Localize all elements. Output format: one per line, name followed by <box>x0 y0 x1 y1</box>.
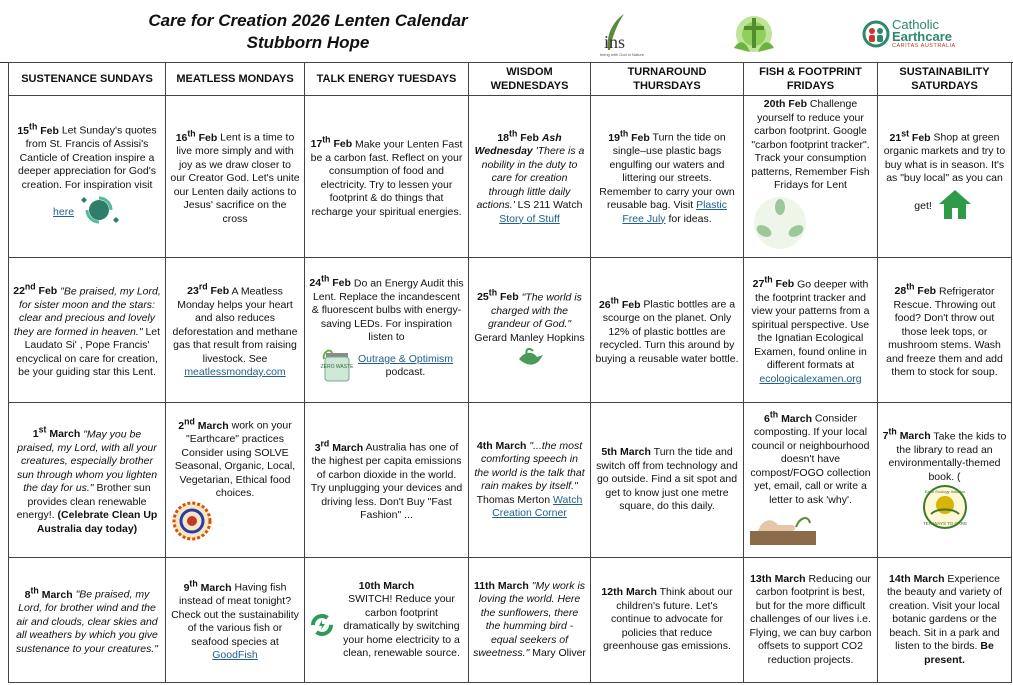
zero-waste-jar-icon <box>320 345 354 388</box>
ecologicalexamen-link[interactable]: ecologicalexamen.org <box>759 372 862 385</box>
cell-sun-1-march: 1st March "May you be praised, my Lord, with all your creatures, especially brother sun through whom you lighten the day for us." Brother sun provides clean renewable energy!. (Celebrate Clean Up Australia day today) <box>9 403 166 558</box>
outrage-optimism-link[interactable]: Outrage & Optimism <box>357 352 454 365</box>
cell-text: Experience the beauty and variety of creation. Visit your local botanic gardens or the beach. Sit in a park and listen to the birds. <box>887 572 1002 653</box>
cell-text: Let Laudato Si' , Pope Francis' encyclical on care for creation, be your guiding star this Lent. <box>16 325 161 378</box>
header-wednesday: WISDOM WEDNESDAYS <box>469 63 591 96</box>
ten-ways-to-care-badge <box>882 484 1007 535</box>
cell-sat-21-feb: 21st Feb Shop at green organic markets and try to buy what is in season. It's as "buy local" as you can get! <box>878 96 1012 258</box>
header-thursday: TURNAROUND THURSDAYS <box>591 63 744 96</box>
cell-mon-23-feb: 23rd Feb A Meatless Monday helps your heart and also reduces deforestation and methane gas that result from raising livestock. See meatlessmonday.com <box>166 258 305 403</box>
cell-quote: "Be praised, my Lord, for sister moon and the stars: clear and precious and lovely they are formed in heaven." <box>13 285 161 338</box>
cell-text: Do an Energy Audit this Lent. Replace the incandescent & fluorescent bulbs with energy-saving LEDs. For inspiration listen to <box>311 277 464 344</box>
header-saturday: SUSTAINABILITY SATURDAYS <box>878 63 1012 96</box>
cell-text: Reducing our carbon footprint is best, but for the more difficult challenges of our lives i.e. Flying, we can buy carbon offsets to support CO2 reduction projects. <box>749 572 872 666</box>
cell-wed-25-feb: 25th Feb "The world is charged with the grandeur of God." Gerard Manley Hopkins <box>469 258 591 403</box>
cell-mon-2-march: 2nd March work on your "Earthcare" practices Consider using SOLVE Seasonal, Organic, Local, Vegetarian, Ethical food choices. <box>166 403 305 558</box>
cross-globe-icon <box>726 8 782 58</box>
ins-logo <box>590 10 650 58</box>
cross-globe-logo <box>726 8 782 58</box>
svg-text:ZERO WASTE: ZERO WASTE <box>320 363 354 370</box>
header-sunday: SUSTENANCE SUNDAYS <box>9 63 166 96</box>
cell-quote: 'There is a nobility in the duty to care for creation through little daily actions.' <box>476 145 585 211</box>
cell-quote: "The world is charged with the grandeur of God." <box>487 291 582 330</box>
week-row <box>9 96 1012 258</box>
cell-sat-28-feb: 28th Feb Refrigerator Rescue. Throwing out food? Don't throw out those leek tops, or mushroom stems. Wash and freeze them and add them to stock for soup. <box>878 258 1012 403</box>
renewable-energy-icon <box>309 612 335 643</box>
ins-logo-text: ins <box>604 32 626 52</box>
footprints-recycle-icon <box>748 195 873 256</box>
cell-text: Challenge yourself to reduce your carbon footprint. Google "carbon footprint tracker". Track your consumption patterns, Remember Fish Fridays for Lent <box>751 98 870 191</box>
cell-bold-note: Be present. <box>924 640 994 666</box>
cell-quote: "My work is loving the world. Here the sunflowers, there the humming bird - equal seekers of sweetness." <box>473 579 586 659</box>
cell-wed-18-feb: 18th Feb Ash Wednesday 'There is a nobility in the duty to care for creation through little daily actions.' LS 211 Watch Story of Stuff <box>469 96 591 258</box>
cell-text: Shop at green organic markets and try to buy what is in season. It's as "buy local" as you can get! <box>883 131 1006 212</box>
cell-text: Let Sunday's quotes from St. Francis of Assisi's Canticle of Creation inspire a deeper appreciation for God's creation. For inspiration visit <box>17 124 157 191</box>
title-line-1: Care for Creation 2026 Lenten Calendar <box>148 11 468 30</box>
here-link[interactable]: here <box>53 206 75 219</box>
cell-text: Take the kids to the library to read an environmentally-themed book. ( <box>888 430 1007 483</box>
cell-text: Think about our children's future. Let's continue to advocate for policies that reduce greenhouse gas emissions. <box>603 586 733 653</box>
cell-thu-5-march: 5th March Turn the tide and switch off from technology and go outside. Find a sit spot and get to know just one metre square, do this daily. <box>591 403 744 558</box>
cell-text: Go deeper with the footprint tracker and view your patterns from a spiritual perspective. Use the Ignatian Ecological Examen, found online in different formats at <box>751 278 870 372</box>
cell-text: SWITCH! Reduce your carbon footprint dramatically by switching your home electricity to a clean, renewable source. <box>343 593 460 659</box>
header <box>0 0 1013 63</box>
creation-corner-link[interactable]: Watch Creation Corner <box>492 493 583 519</box>
cell-author: Mary Oliver <box>532 647 586 659</box>
week-row <box>9 558 1012 683</box>
cell-fri-6-march: 6th March Consider composting. If your local council or neighbourhood doesn't have compost/FOGO collection yet, email, call or write a letter to ask 'why'. <box>744 403 878 558</box>
cell-quote: "Be praised, my Lord, for brother wind and the air and clouds, clear skies and all weathers by which you give sustenance to your creatures." <box>15 588 159 655</box>
dove-icon <box>473 345 586 374</box>
cell-thu-26-feb: 26th Feb Plastic bottles are a scourge on the planet. Only 12% of plastic bottles are recycled. Turn this around by buying a reusable water bottle. <box>591 258 744 403</box>
logo-catholic-text: Catholic <box>892 17 939 32</box>
cell-tue-10-march <box>305 558 469 683</box>
day-header-row <box>9 63 1012 96</box>
cell-fri-27-feb: 27th Feb Go deeper with the footprint tracker and view your patterns from a spiritual perspective. Use the Ignatian Ecological Examen, found online in different formats at ecologicalexamen.org <box>744 258 878 403</box>
week-row <box>9 258 1012 403</box>
cell-text: Turn the tide and switch off from technology and go outside. Find a sit spot and get to know just one metre square, do this daily. <box>596 446 738 513</box>
title-line-2: Stubborn Hope <box>246 33 370 52</box>
svg-text:Earth Ecology Initiative: Earth Ecology Initiative <box>924 489 965 494</box>
cell-text: Consider composting. If your local council or neighbourhood doesn't have compost/FOGO collection yet, email, call or write a letter to ask 'why'. <box>750 412 871 506</box>
catholic-earthcare-logo <box>862 18 982 52</box>
cell-thu-19-feb: 19th Feb Turn the tide on single–use plastic bags engulfing our waters and littering our streets. Remember to carry your own reusable bag. Visit Plastic Free July for ideas. <box>591 96 744 258</box>
cell-text: Lent is a time to live more simply and with joy as we draw closer to our Creator God. Let's unite our Lenten daily actions to Jesus' sacrifice on the cross <box>170 131 300 225</box>
green-house-icon <box>935 186 975 227</box>
cell-text: Having fish instead of meat tonight? Check out the sustainability of the various fish or seafood species at <box>171 581 299 648</box>
cell-fri-13-march: 13th March Reducing our carbon footprint is best, but for the more difficult challenges of our lives i.e. Flying, we can buy carbon offsets to support CO2 reduction projects. <box>744 558 878 683</box>
logo-caritas-text: CARITAS AUSTRALIA <box>892 43 956 49</box>
cell-sun-22-feb: 22nd Feb "Be praised, my Lord, for sister moon and the stars: clear and precious and lovely they are formed in heaven." Let Laudato Si' , Pope Francis' encyclical on care for creation, be your guiding star this Lent. <box>9 258 166 403</box>
page-title <box>118 10 498 54</box>
cell-tue-17-feb: 17th Feb Make your Lenten Fast be a carbon fast. Reflect on your consumption of food and electricity. Try to lessen your footprint & do things that recharge your spiritual energies. <box>305 96 469 258</box>
cell-wed-11-march: 11th March "My work is loving the world. Here the sunflowers, there the humming bird - equal seekers of sweetness." Mary Oliver <box>469 558 591 683</box>
cell-text: Turn the tide on single–use plastic bags engulfing our waters and littering our streets. Remember to carry your own reusable bag. Visit <box>599 131 735 211</box>
week-row <box>9 403 1012 558</box>
cell-quote: "...the most comforting speech in the world is the talk that rain makes by itself." <box>474 439 585 492</box>
cell-text: Brother sun provides clean renewable energy!. <box>16 482 151 522</box>
cell-tue-24-feb: 24th Feb Do an Energy Audit this Lent. Replace the incandescent & fluorescent bulbs with energy-saving LEDs. For inspiration listen to ZERO WASTE Outrage & Optimism podcast. <box>305 258 469 403</box>
plastic-free-july-link[interactable]: Plastic Free July <box>622 199 728 225</box>
meatlessmonday-link[interactable]: meatlessmonday.com <box>184 366 286 378</box>
header-friday: FISH & FOOTPRINT FRIDAYS <box>744 63 878 96</box>
calendar-table <box>8 62 1012 683</box>
ins-logo-tagline: being with God in Nature <box>599 52 645 57</box>
cell-mon-16-feb: 16th Feb Lent is a time to live more simply and with joy as we draw closer to our Creator God. Let's unite our Lenten daily actions to Jesus' sacrifice on the cross <box>166 96 305 258</box>
svg-text:TEN WAYS TO CARE: TEN WAYS TO CARE <box>922 521 967 526</box>
cell-fri-20-feb: 20th Feb Challenge yourself to reduce your carbon footprint. Google "carbon footprint tracker". Track your consumption patterns, Remember Fish Fridays for Lent <box>744 96 878 258</box>
cell-date: 10th March <box>358 579 415 592</box>
cell-sat-7-march: 7th March Take the kids to the library to read an environmentally-themed book. ( Earth Ecology Initiative TEN WAYS TO CARE <box>878 403 1012 558</box>
cell-mon-9-march: 9th March Having fish instead of meat tonight? Check out the sustainability of the various fish or seafood species at GoodFish <box>166 558 305 683</box>
cell-text: Refrigerator Rescue. Throwing out food? Don't throw out those leek tops, or mushroom stems. Wash and freeze them and add them to stock for soup. <box>886 285 1003 378</box>
cell-sun-15-feb: 15th Feb Let Sunday's quotes from St. Francis of Assisi's Canticle of Creation inspire a deeper appreciation for God's creation. For inspiration visit here <box>9 96 166 258</box>
story-of-stuff-link[interactable]: Story of Stuff <box>499 212 560 225</box>
header-monday: MEATLESS MONDAYS <box>166 63 305 96</box>
header-tuesday: TALK ENERGY TUESDAYS <box>305 63 469 96</box>
cell-thu-12-march: 12th March Think about our children's future. Let's continue to advocate for policies that reduce greenhouse gas emissions. <box>591 558 744 683</box>
cell-tue-3-march: 3rd March Australia has one of the highest per capita emissions of carbon dioxide in the world. Try unplugging your devices and driving less. Don't Buy "Fast Fashion" ... <box>305 403 469 558</box>
cell-text: Plastic bottles are a scourge on the planet. Only 12% of plastic bottles are recycled. Turn this around by buying a reusable water bottle. <box>595 298 739 365</box>
cell-sat-14-march: 14th March Experience the beauty and variety of creation. Visit your local botanic gardens or the beach. Sit in a park and listen to the birds. Be present. <box>878 558 1012 683</box>
cell-author: Gerard Manley Hopkins <box>474 331 585 344</box>
cell-wed-4-march: 4th March "...the most comforting speech in the world is the talk that rain makes by itself." Thomas Merton Watch Creation Corner <box>469 403 591 558</box>
logo-earthcare-text: Earthcare <box>892 29 952 44</box>
goodfish-link[interactable]: GoodFish <box>212 649 258 662</box>
recycle-hearts-icon <box>77 192 121 233</box>
cell-author: Thomas Merton <box>476 493 551 506</box>
people-globe-icon <box>862 20 890 48</box>
dot-art-circle-icon <box>170 501 300 546</box>
cell-text: Make your Lenten Fast be a carbon fast. Reflect on your consumption of food and electricity. Try to lessen your footprint & do things that recharge your spiritual energies. <box>310 138 463 218</box>
cell-sun-8-march: 8th March "Be praised, my Lord, for brother wind and the air and clouds, clear skies and all weathers by which you give sustenance to your creatures." <box>9 558 166 683</box>
cell-text: Australia has one of the highest per capita emissions of carbon dioxide in the world. Try unplugging your devices and driving less. Don't Buy "Fast Fashion" ... <box>310 441 463 522</box>
cell-text: A Meatless Monday helps your heart and also reduces deforestation and methane gas that result from raising livestock. See <box>172 285 298 365</box>
cell-quote: "May you be praised, my Lord, with all your creatures, especially brother sun through whom you lighten the day for us." <box>16 428 158 495</box>
cell-text: LS 211 Watch <box>517 199 583 211</box>
cell-bold-note: (Celebrate Clean Up Australia day today) <box>36 509 158 535</box>
cell-text: work on your "Earthcare" practices Consider using SOLVE Seasonal, Organic, Local, Vegetarian, Ethical food choices. <box>174 419 296 499</box>
compost-hand-icon <box>748 507 873 552</box>
